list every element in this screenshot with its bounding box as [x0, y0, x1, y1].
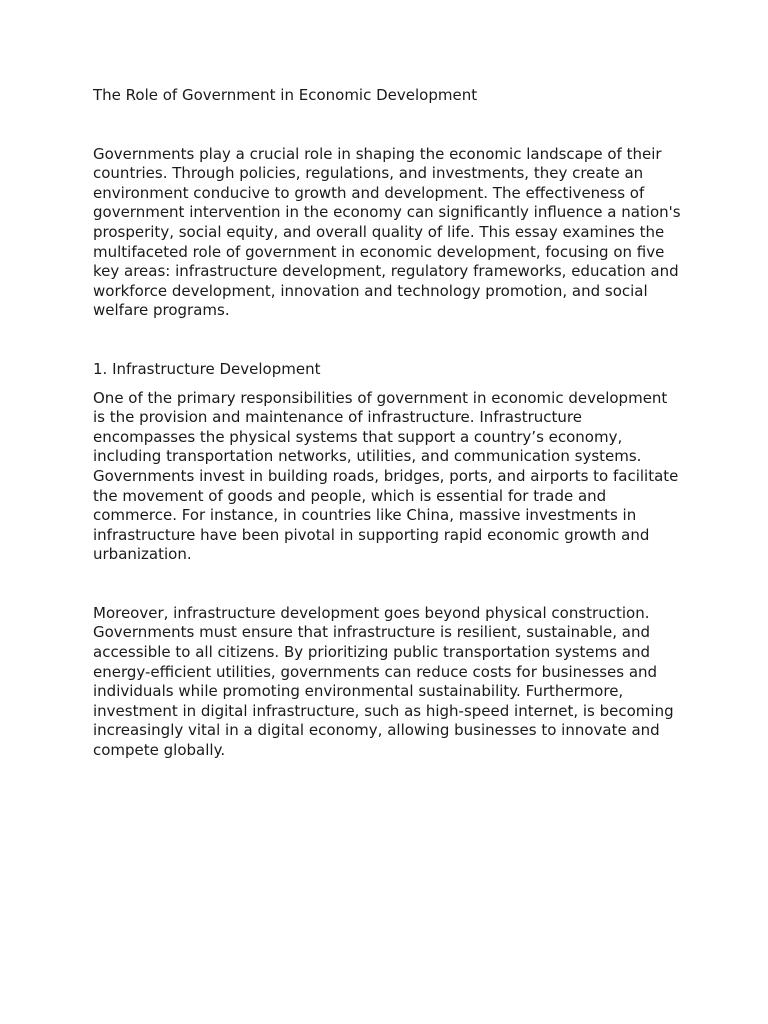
section1-paragraph-1: One of the primary responsibilities of government in economic development is the provision and maintenance of infrastructure. Infrastructure encompasses the physical systems that support a country’s economy, including transportation networks, utilities, and communication systems. Governments invest in building roads, bridges, ports, and airports to facilitate the movement of goods and people, which is essential for trade and commerce. For instance, in countries like China, massive investments in infrastructure have been pivotal in supporting rapid economic growth and urbanization.: [93, 388, 679, 564]
section-heading-infrastructure: 1. Infrastructure Development: [93, 359, 321, 378]
document-title: The Role of Government in Economic Development: [93, 86, 478, 104]
section1-paragraph-2: Moreover, infrastructure development goes beyond physical construction. Governments must ensure that infrastructure is resilient, sustainable, and accessible to all citizens. By prioritizing public transportation systems and energy-efficient utilities, governments can reduce costs for businesses and individuals while promoting environmental sustainability. Furthermore, investment in digital infrastructure, such as high-speed internet, is becoming increasingly vital in a digital economy, allowing businesses to innovate and compete globally.: [93, 603, 674, 760]
intro-paragraph: Governments play a crucial role in shaping the economic landscape of their countries. Through policies, regulations, and investments, they create an environment conducive to growth and development. The effectiveness of government intervention in the economy can significantly influence a nation's prosperity, social equity, and overall quality of life. This essay examines the multifaceted role of government in economic development, focusing on five key areas: infrastructure development, regulatory frameworks, education and workforce development, innovation and technology promotion, and social welfare programs.: [93, 144, 681, 320]
document-body: [93, 86, 683, 761]
